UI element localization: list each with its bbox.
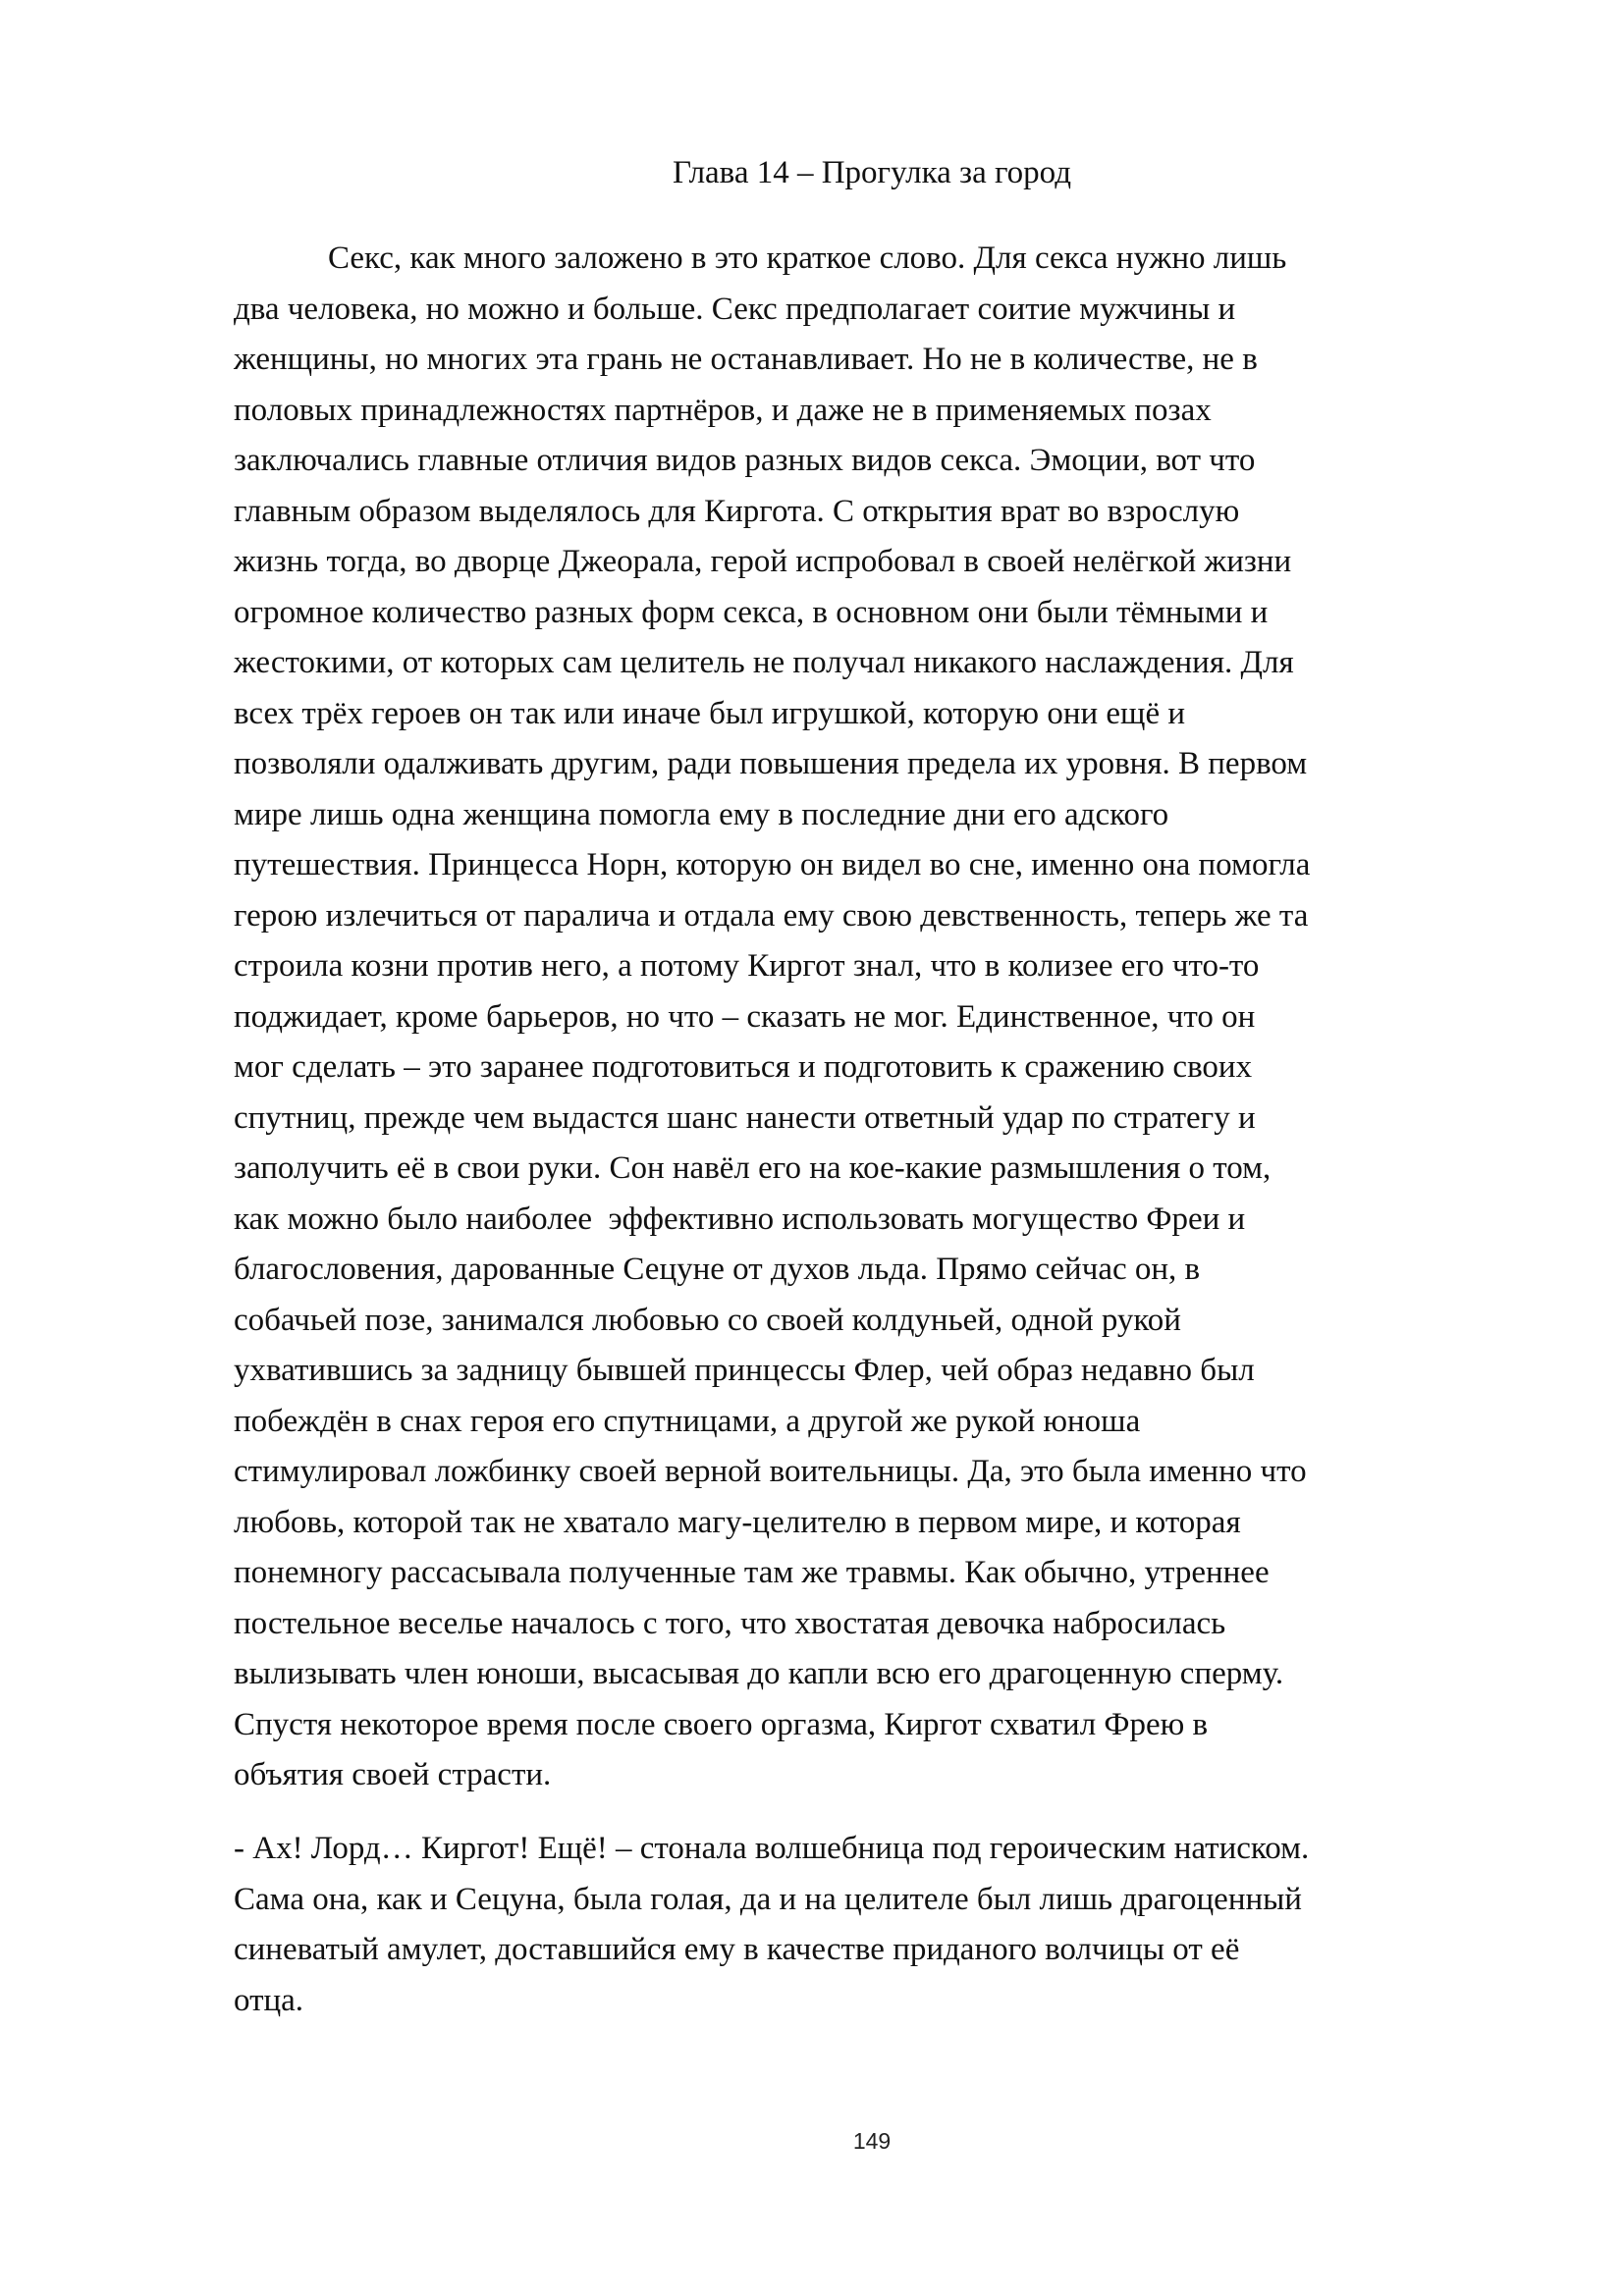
text-line: ухватившись за задницу бывшей принцессы Флер, чей образ недавно был (234, 1353, 1255, 1388)
text-line: поджидает, кроме барьеров, но что – сказать не мог. Единственное, что он (234, 998, 1256, 1035)
page-number: 149 (852, 2128, 892, 2154)
text-line: всех трёх героев он так или иначе был игрушкой, которую они ещё и (234, 695, 1186, 731)
text-line: стимулировал ложбинку своей верной воительницы. Да, это была именно что (234, 1454, 1307, 1489)
paragraph-1 (234, 234, 1520, 1801)
text-line: жизнь тогда, во дворце Джеорала, герой испробовал в своей нелёгкой жизни (234, 544, 1292, 579)
text-line: заключались главные отличия видов разных видов секса. Эмоции, вот что (234, 443, 1256, 478)
text-line: огромное количество разных форм секса, в основном они были тёмными и (234, 594, 1269, 630)
text-line: мире лишь одна женщина помогла ему в последние дни его адского (234, 796, 1169, 832)
text-line: герою излечиться от паралича и отдала ему свою девственность, теперь же та (234, 897, 1309, 934)
chapter-title: Глава 14 – Прогулка за город (672, 155, 1072, 190)
text-line: спутниц, прежде чем выдастся шанс нанести ответный удар по стратегу и (234, 1099, 1256, 1136)
text-line: Спустя некоторое время после своего оргазма, Киргот схватил Фрею в (234, 1706, 1209, 1742)
text-line: синеватый амулет, доставшийся ему в качестве приданого волчицы от её (234, 1932, 1240, 1967)
text-line: жестокими, от которых сам целитель не получал никакого наслаждения. Для (234, 645, 1294, 680)
text-line: позволяли одалживать другим, ради повышения предела их уровня. В первом (234, 746, 1308, 781)
text-line: мог сделать – это заранее подготовиться и подготовить к сражению своих (234, 1049, 1253, 1085)
text-line: заполучить её в свои руки. Сон навёл его на кое-какие размышления о том, (234, 1150, 1272, 1186)
text-line: понемногу рассасывала полученные там же травмы. Как обычно, утреннее (234, 1555, 1270, 1590)
text-line: как можно было наиболее эффективно использовать могущество Фреи и (234, 1201, 1246, 1237)
text-line: главным образом выделялось для Киргота. С открытия врат во взрослую (234, 493, 1240, 529)
text-line: отца. (234, 1982, 304, 2018)
paragraph-2 (234, 1824, 1520, 2026)
text-line: объятия своей страсти. (234, 1757, 552, 1792)
text-line: - Ах! Лорд… Киргот! Ещё! – стонала волшебница под героическим натиском. (234, 1831, 1310, 1866)
text-line: путешествия. Принцесса Норн, которую он видел во сне, именно она помогла (234, 847, 1311, 882)
text-line: любовь, которой так не хватало магу-целителю в первом мире, и которая (234, 1504, 1241, 1540)
text-line: половых принадлежностях партнёров, и даже не в применяемых позах (234, 392, 1212, 428)
text-line: женщины, но многих эта грань не останавливает. Но не в количестве, не в (234, 342, 1258, 377)
text-line: благословения, дарованные Сецуне от духов льда. Прямо сейчас он, в (234, 1252, 1201, 1287)
text-line: постельное веселье началось с того, что хвостатая девочка набросилась (234, 1605, 1226, 1641)
text-line: Сама она, как и Сецуна, была голая, да и на целителе был лишь драгоценный (234, 1881, 1302, 1917)
text-line: строила козни против него, а потому Киргот знал, что в колизее его что-то (234, 948, 1260, 984)
text-line: два человека, но можно и больше. Секс предполагает соитие мужчины и (234, 291, 1236, 327)
text-line: побеждён в снах героя его спутницами, а другой же рукой юноша (234, 1403, 1141, 1439)
text-line: собачьей позе, занимался любовью со своей колдуньей, одной рукой (234, 1302, 1181, 1338)
text-line: Секс, как много заложено в это краткое слово. Для секса нужно лишь (328, 240, 1287, 276)
text-line: вылизывать член юноши, высасывая до капли всю его драгоценную сперму. (234, 1656, 1284, 1691)
